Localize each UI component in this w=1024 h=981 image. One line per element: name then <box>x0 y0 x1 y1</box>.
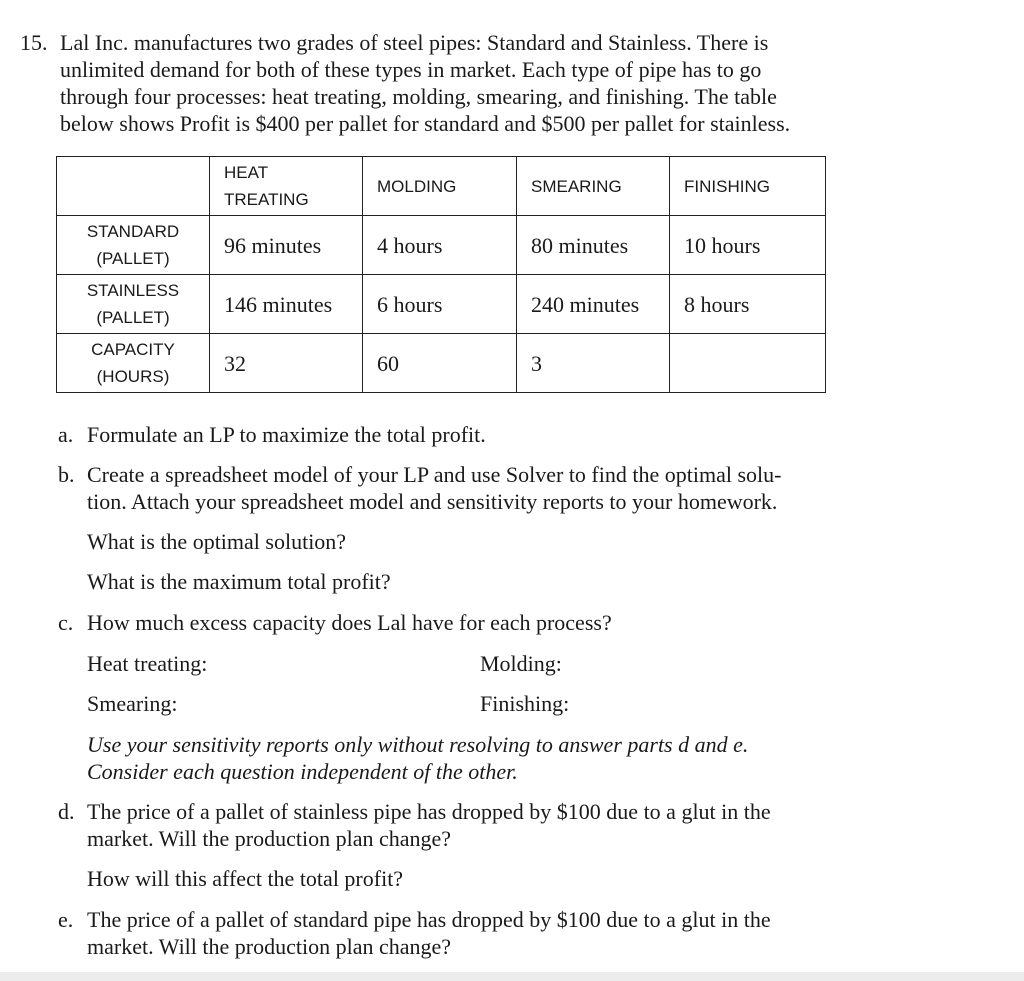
column-header-smearing: SMEARING <box>517 157 670 216</box>
smearing-label: Smearing: <box>87 691 178 716</box>
question-b-letter: b. <box>58 462 75 487</box>
question-e-text <box>87 906 771 960</box>
table-cell: 6 hours <box>363 275 517 334</box>
table-corner-cell <box>57 157 210 216</box>
question-d-letter: d. <box>58 799 75 824</box>
table-cell <box>670 334 826 393</box>
table-cell: 32 <box>210 334 363 393</box>
header-text: TREATING <box>224 190 309 209</box>
table-header-row <box>57 157 826 216</box>
problem-line: unlimited demand for both of these types in market. Each type of pipe has to go <box>60 57 762 82</box>
bottom-scroll-edge <box>0 972 1024 981</box>
molding-label: Molding: <box>480 651 562 676</box>
sensitivity-note <box>87 731 748 785</box>
table-cell: 4 hours <box>363 216 517 275</box>
table-cell: 8 hours <box>670 275 826 334</box>
table-cell: 3 <box>517 334 670 393</box>
row-label-text: (PALLET) <box>96 308 170 327</box>
problem-line: through four processes: heat treating, molding, smearing, and finishing. The table <box>60 84 777 109</box>
question-a-letter: a. <box>58 422 74 447</box>
row-label-text: STAINLESS <box>86 281 180 300</box>
question-b-text <box>87 461 781 515</box>
question-line: Create a spreadsheet model of your LP and use Solver to find the optimal solu- <box>87 462 782 487</box>
row-header-capacity <box>57 334 210 393</box>
table-row-capacity <box>57 334 826 393</box>
table-row-standard <box>57 216 826 275</box>
question-c-letter: c. <box>58 610 74 635</box>
column-header-heat-treating <box>210 157 363 216</box>
row-label-text: STANDARD <box>86 222 180 241</box>
question-e-letter: e. <box>58 907 74 932</box>
problem-line: Lal Inc. manufactures two grades of steel pipes: Standard and Stainless. There is <box>60 30 769 55</box>
question-b-max-profit: What is the maximum total profit? <box>87 569 391 594</box>
question-line: The price of a pallet of stainless pipe has dropped by $100 due to a glut in the <box>87 799 771 824</box>
table-cell: 96 minutes <box>210 216 363 275</box>
table-cell: 146 minutes <box>210 275 363 334</box>
problem-line: below shows Profit is $400 per pallet for standard and $500 per pallet for stainless. <box>60 111 791 136</box>
question-line: The price of a pallet of standard pipe has dropped by $100 due to a glut in the <box>87 907 771 932</box>
row-label-text: CAPACITY <box>91 340 175 359</box>
note-line: Consider each question independent of the other. <box>87 759 518 784</box>
table-row-stainless <box>57 275 826 334</box>
header-text: HEAT <box>224 163 269 182</box>
heat-treating-label: Heat treating: <box>87 651 208 676</box>
question-b-optimal-solution: What is the optimal solution? <box>87 529 347 554</box>
row-header-stainless <box>57 275 210 334</box>
question-d-profit-effect: How will this affect the total profit? <box>87 866 404 891</box>
table-cell: 10 hours <box>670 216 826 275</box>
process-time-table <box>56 156 826 393</box>
column-header-finishing: FINISHING <box>670 157 826 216</box>
finishing-label: Finishing: <box>480 691 570 716</box>
problem-text <box>60 29 830 137</box>
note-line: Use your sensitivity reports only without resolving to answer parts d and e. <box>87 732 749 757</box>
question-c-text: How much excess capacity does Lal have for each process? <box>87 610 612 635</box>
question-line: tion. Attach your spreadsheet model and sensitivity reports to your homework. <box>87 489 778 514</box>
table-cell: 80 minutes <box>517 216 670 275</box>
question-d-text <box>87 798 771 852</box>
table-cell: 240 minutes <box>517 275 670 334</box>
question-a-text: Formulate an LP to maximize the total profit. <box>87 422 486 447</box>
row-header-standard <box>57 216 210 275</box>
question-line: market. Will the production plan change? <box>87 826 452 851</box>
question-line: market. Will the production plan change? <box>87 934 452 959</box>
table-cell: 60 <box>363 334 517 393</box>
problem-number: 15. <box>20 30 48 55</box>
column-header-molding: MOLDING <box>363 157 517 216</box>
row-label-text: (PALLET) <box>96 249 170 268</box>
row-label-text: (HOURS) <box>96 367 170 386</box>
